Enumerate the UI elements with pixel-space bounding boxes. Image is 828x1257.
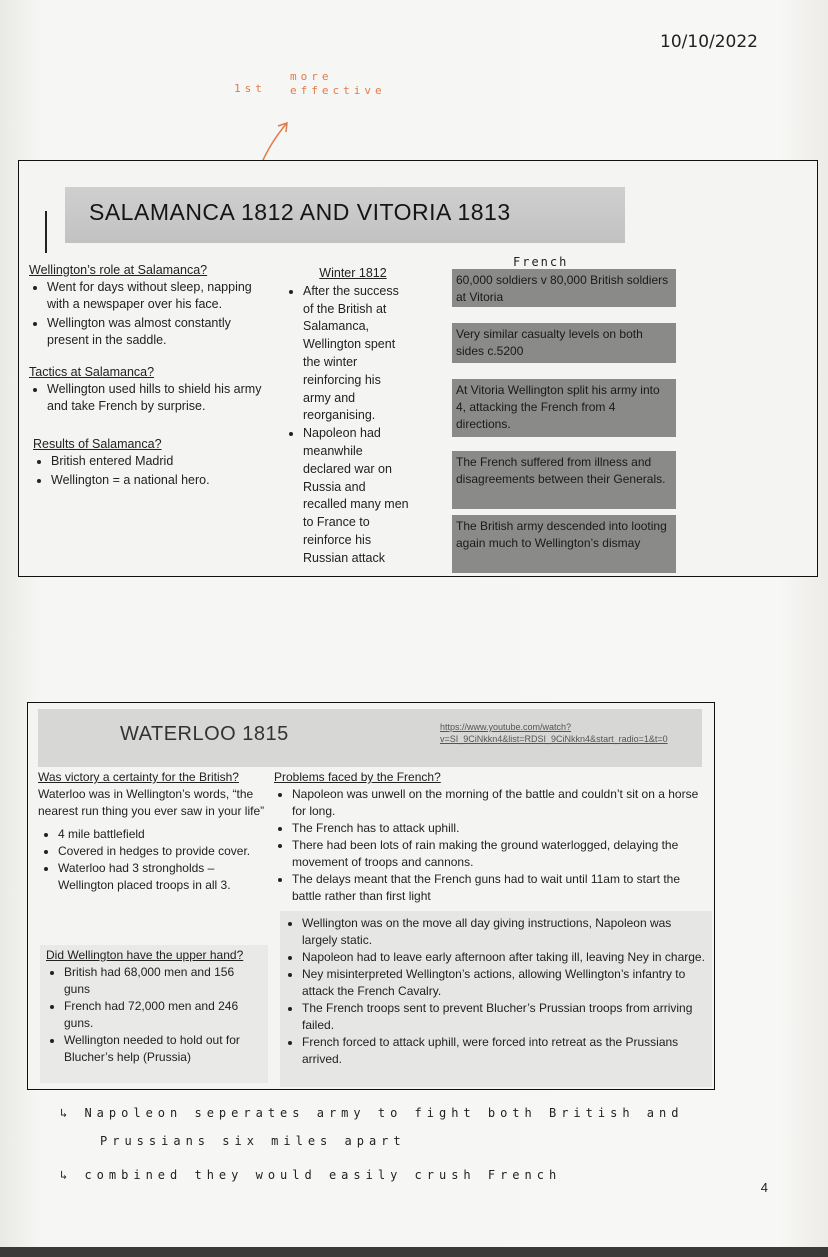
list-item: • Covered in hedges to provide cover. — [58, 843, 268, 860]
list-item: • Wellington = a national hero. — [51, 472, 269, 489]
question-problems: Problems faced by the French? — [274, 770, 441, 784]
list-item: • Wellington was almost constantly present in the saddle. — [47, 315, 269, 349]
waterloo-section — [27, 702, 715, 1090]
list-item: • Ney misinterpreted Wellington’s actions, allowing Wellington’s infantry to attack the French Cavalry. — [302, 966, 706, 1000]
list-item: • Went for days without sleep, napping with a newspaper over his face. — [47, 279, 269, 313]
list-item: • French forced to attack uphill, were forced into retreat as the Prussians arrived. — [302, 1034, 706, 1068]
list-item: • Napoleon had to leave early afternoon after taking ill, leaving Ney in charge. — [302, 949, 706, 966]
winter-1812-column — [281, 265, 411, 568]
victory-text: Waterloo was in Wellington’s words, “the nearest run thing you ever saw in your life” — [38, 787, 265, 818]
list-item: • Napoleon was unwell on the morning of the battle and couldn’t sit on a horse for long. — [292, 786, 704, 820]
list-item: • 4 mile battlefield — [58, 826, 268, 843]
salamanca-section — [18, 160, 818, 577]
list-item: • Wellington needed to hold out for Blucher’s help (Prussia) — [64, 1032, 262, 1066]
vitoria-box: The British army descended into looting again much to Wellington’s dismay — [452, 515, 676, 573]
date-label: 10/10/2022 — [660, 32, 758, 52]
youtube-link[interactable]: https://www.youtube.com/watch?v=SI_9CiNkkn4&list=RDSI_9CiNkkn4&start_radio=1&t=0 — [440, 722, 668, 744]
waterloo-title: WATERLOO 1815 — [120, 723, 289, 745]
list-item: • The French has to attack uphill. — [292, 820, 704, 837]
annotation-note-1: 1st — [234, 82, 266, 95]
handwritten-note-2: ↳ combined they would easily crush French — [60, 1168, 562, 1182]
list-item: • The delays meant that the French guns had to wait until 11am to start the battle rather than first light — [292, 871, 704, 905]
list-item: • Napoleon had meanwhile declared war on Russia and recalled many men to France to reinforce his Russian attack — [303, 425, 411, 567]
winter-heading: Winter 1812 — [319, 266, 387, 280]
problems-column — [274, 769, 704, 905]
vitoria-box: The French suffered from illness and disagreements between their Generals. — [452, 451, 676, 509]
page-number: 4 — [760, 1180, 768, 1195]
french-annotation: French — [513, 255, 569, 269]
vitoria-box: Very similar casualty levels on both sides c.5200 — [452, 323, 676, 363]
handwritten-note-1-continued: Prussians six miles apart — [100, 1134, 406, 1148]
list-item: • British had 68,000 men and 156 guns — [64, 964, 262, 998]
question-upper-hand: Did Wellington have the upper hand? — [46, 948, 244, 962]
vitoria-box: At Vitoria Wellington split his army into 4, attacking the French from 4 directions. — [452, 379, 676, 437]
list-item: • There had been lots of rain making the ground waterlogged, delaying the movement of troops and cannons. — [292, 837, 704, 871]
list-item: • Wellington used hills to shield his army and take French by surprise. — [47, 381, 269, 415]
list-item: • The French troops sent to prevent Blucher’s Prussian troops from arriving failed. — [302, 1000, 706, 1034]
list-item: • Wellington was on the move all day giving instructions, Napoleon was largely static. — [302, 915, 706, 949]
list-item: • French had 72,000 men and 246 guns. — [64, 998, 262, 1032]
bottom-edge — [0, 1247, 828, 1257]
margin-line — [45, 211, 47, 253]
question-results: Results of Salamanca? — [33, 437, 162, 451]
question-wellington-role: Wellington’s role at Salamanca? — [29, 263, 208, 277]
problems-box — [280, 911, 712, 1087]
list-item: • After the success of the British at Salamanca, Wellington spent the winter reinforcing his army and reorganising. — [303, 283, 411, 425]
vitoria-box: 60,000 soldiers v 80,000 British soldiers at Vitoria — [452, 269, 676, 307]
list-item: • British entered Madrid — [51, 453, 269, 470]
list-item: • Waterloo had 3 strongholds – Wellington placed troops in all 3. — [58, 860, 268, 894]
salamanca-title: SALAMANCA 1812 AND VITORIA 1813 — [89, 199, 511, 225]
upper-hand-box — [40, 945, 268, 1083]
annotation-note-2: more effective — [290, 70, 386, 97]
question-victory: Was victory a certainty for the British? — [38, 770, 239, 784]
salamanca-left-column — [29, 263, 269, 491]
waterloo-left-column — [38, 769, 268, 894]
question-tactics: Tactics at Salamanca? — [29, 365, 155, 379]
handwritten-note-1: ↳ Napoleon seperates army to fight both British and — [60, 1106, 684, 1120]
